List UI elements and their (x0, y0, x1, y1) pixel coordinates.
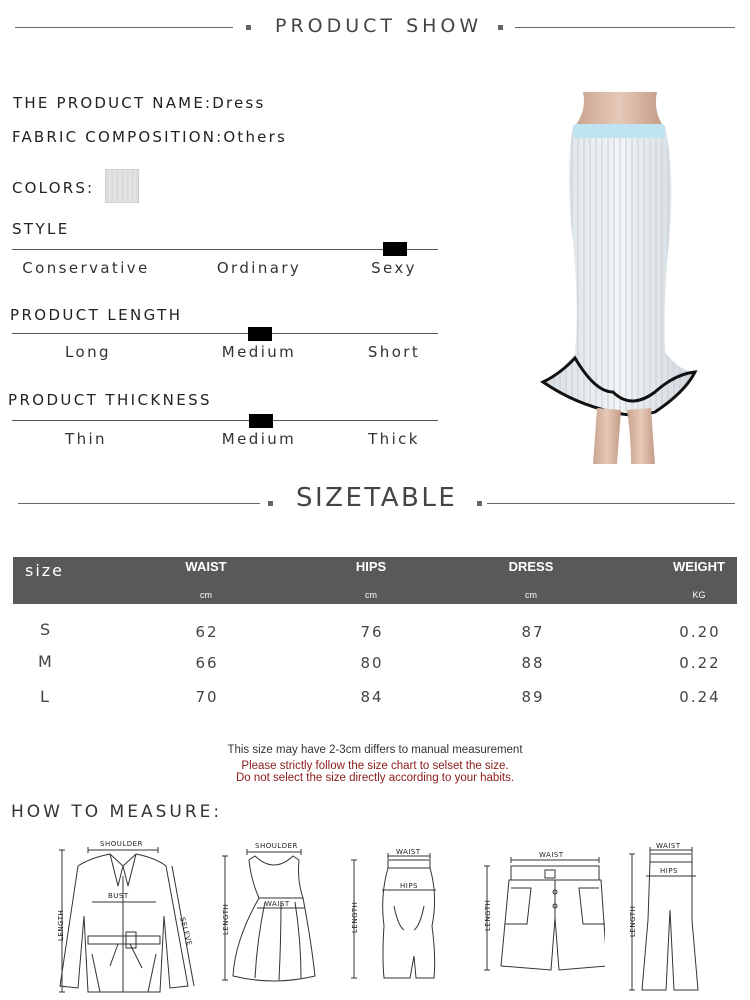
thickness-selected-marker (249, 414, 273, 428)
column-dress: DRESS (508, 559, 554, 574)
coat-measure-figure (48, 836, 198, 998)
style-option-conservative: Conservative (22, 259, 150, 277)
skirt-measure-figure (344, 846, 454, 986)
header-dot-left (246, 25, 251, 30)
dress-waist-label: WAIST (265, 900, 290, 908)
product-name-label: THE PRODUCT NAME: (13, 94, 213, 112)
product-name (13, 94, 266, 112)
skirt-length-label: LENGTH (351, 901, 359, 933)
pants-hips-label: HIPS (660, 867, 678, 875)
dress-shoulder-label: SHOULDER (255, 842, 298, 850)
swatch-texture (106, 170, 138, 202)
length-selected-marker (248, 327, 272, 341)
sizetable-line-right (487, 503, 735, 504)
cell-waist: 66 (195, 654, 219, 672)
pants-length-label: LENGTH (629, 905, 637, 937)
style-selected-marker (383, 242, 407, 256)
cell-waist: 62 (195, 623, 219, 641)
dress-length-label: LENGTH (222, 903, 230, 935)
coat-length-label: LENGTH (57, 909, 65, 941)
cell-weight: 0.24 (679, 688, 721, 706)
thickness-option-medium: Medium (221, 430, 297, 448)
coat-shoulder-label: SHOULDER (100, 840, 143, 848)
thickness-line (12, 420, 438, 421)
coat-sleeve-label: SELEVE (178, 916, 194, 947)
unit-hips: cm (365, 590, 377, 600)
skirt-illustration (535, 92, 705, 464)
header-line-right (515, 27, 735, 28)
thickness-option-thin: Thin (65, 430, 107, 448)
shorts-waist-label: WAIST (539, 851, 564, 859)
style-option-sexy: Sexy (371, 259, 417, 277)
fabric-value: Others (223, 128, 287, 146)
pants-waist-label: WAIST (656, 842, 681, 850)
size-table-header (13, 557, 737, 604)
thickness-title: PRODUCT THICKNESS (8, 391, 212, 409)
length-option-short: Short (367, 343, 421, 361)
style-title: STYLE (12, 220, 70, 238)
sizetable-dot-left (268, 501, 273, 506)
column-weight: WEIGHT (673, 559, 725, 574)
unit-weight: KG (692, 590, 706, 600)
length-line (12, 333, 438, 334)
length-option-long: Long (65, 343, 111, 361)
color-swatch[interactable] (105, 169, 139, 203)
sizetable-dot-right (477, 501, 482, 506)
cell-weight: 0.22 (679, 654, 721, 672)
coat-bust-label: BUST (108, 892, 129, 900)
fabric-composition (12, 128, 287, 146)
cell-dress: 88 (521, 654, 545, 672)
row-size: S (40, 620, 51, 639)
shorts-length-label: LENGTH (484, 899, 492, 931)
cell-hips: 80 (360, 654, 384, 672)
unit-dress: cm (525, 590, 537, 600)
note-measurement: This size may have 2-3cm differs to manual measurement (227, 744, 523, 756)
cell-weight: 0.20 (679, 623, 721, 641)
style-option-ordinary: Ordinary (216, 259, 302, 277)
note-follow-chart: Please strictly follow the size chart to selset the size. (241, 760, 509, 772)
colors-label: COLORS: (12, 179, 95, 197)
thickness-option-thick: Thick (368, 430, 420, 448)
cell-dress: 87 (521, 623, 545, 641)
skirt-hips-label: HIPS (400, 882, 418, 890)
style-line (12, 249, 438, 250)
header-dot-right (498, 25, 503, 30)
row-size: M (38, 652, 52, 671)
sizetable-title: SIZETABLE (296, 483, 458, 513)
note-habits: Do not select the size directly according to your habits. (235, 772, 515, 784)
size-column-label: size (25, 561, 65, 580)
pants-measure-figure (622, 840, 712, 995)
sizetable-line-left (18, 503, 260, 504)
cell-hips: 84 (360, 688, 384, 706)
column-waist: WAIST (185, 559, 227, 574)
row-size: L (40, 687, 49, 706)
cell-waist: 70 (195, 688, 219, 706)
cell-hips: 76 (360, 623, 384, 641)
product-name-value: Dress (212, 94, 266, 112)
shorts-measure-figure (475, 848, 605, 978)
page-title: PRODUCT SHOW (275, 15, 483, 37)
dress-measure-figure (215, 840, 325, 990)
how-to-measure-title: HOW TO MEASURE: (11, 802, 223, 822)
length-title: PRODUCT LENGTH (10, 306, 183, 324)
header-line-left (15, 27, 233, 28)
fabric-label: FABRIC COMPOSITION: (12, 128, 224, 146)
length-option-medium: Medium (221, 343, 297, 361)
product-image (535, 92, 705, 464)
column-hips: HIPS (355, 559, 387, 574)
unit-waist: cm (200, 590, 212, 600)
skirt-waist-label: WAIST (396, 848, 421, 856)
cell-dress: 89 (521, 688, 545, 706)
